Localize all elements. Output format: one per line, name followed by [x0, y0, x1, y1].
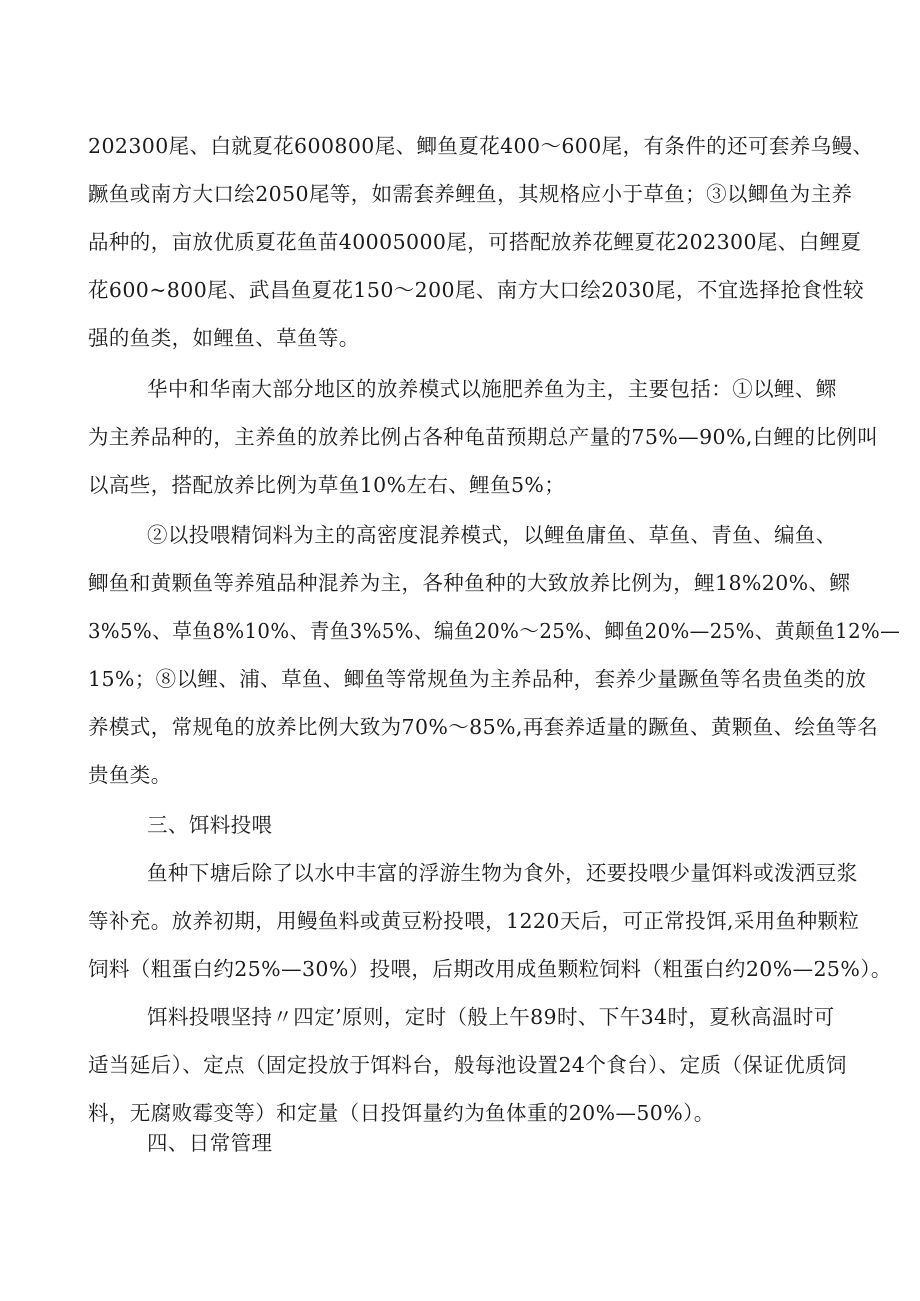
text-line: 3%5%、草鱼8%10%、青鱼3%5%、编鱼20%～25%、鲫鱼20%—25%、黄颠鱼12%— — [88, 619, 901, 643]
text-line: 饵料投喂坚持〃四定’原则，定时（般上午89时、下午34时，夏秋高温时可 — [147, 1005, 835, 1029]
text-line: 202300尾、白就夏花600800尾、鲫鱼夏花400～600尾，有条件的还可套养乌鳗、 — [88, 134, 874, 158]
text-line: 养模式，常规龟的放养比例大致为70%～85%,再套养适量的蹶鱼、黄颗鱼、绘鱼等名 — [88, 715, 879, 739]
text-line: 15%；⑧以鲤、浦、草鱼、鲫鱼等常规鱼为主养品种，套养少量蹶鱼等名贵鱼类的放 — [88, 667, 867, 691]
section-heading: 三、饵料投喂 — [147, 813, 273, 837]
text-line: 品种的，亩放优质夏花鱼苗40005000尾，可搭配放养花鲤夏花202300尾、白鲤夏 — [88, 230, 862, 254]
text-line: ②以投喂精饲料为主的高密度混养模式，以鲤鱼庸鱼、草鱼、青鱼、编鱼、 — [147, 523, 837, 547]
text-line: 强的鱼类，如鲤鱼、草鱼等。 — [88, 326, 360, 350]
text-line: 鱼种下塘后除了以水中丰富的浮游生物为食外，还要投喂少量饵料或泼洒豆浆 — [147, 861, 858, 885]
text-line: 为主养品种的，主养鱼的放养比例占各种龟苗预期总产量的75%—90%,白鲤的比例叫 — [88, 425, 879, 449]
text-line: 华中和华南大部分地区的放养模式以施肥养鱼为主，主要包括：①以鲤、鳏 — [147, 377, 837, 401]
text-line: 适当延后）、定点（固定投放于饵料台，般每池设置24个食台）、定质（保证优质饲 — [88, 1053, 847, 1077]
text-line: 鲫鱼和黄颗鱼等养殖品种混养为主，各种鱼种的大致放养比例为，鲤18%20%、鳏 — [88, 571, 851, 595]
text-line: 花600~800尾、武昌鱼夏花150～200尾、南方大口绘2030尾，不宜选择抢食性较 — [88, 278, 865, 302]
text-line: 以高些，搭配放养比例为草鱼10%左右、鲤鱼5%； — [88, 473, 566, 497]
text-line: 等补充。放养初期，用鳗鱼料或黄豆粉投喂，1220天后，可正常投饵,采用鱼种颗粒 — [88, 909, 860, 933]
section-heading: 四、日常管理 — [147, 1131, 273, 1155]
text-line: 贵鱼类。 — [88, 763, 172, 787]
text-line: 料，无腐败霉变等）和定量（日投饵量约为鱼体重的20%—50%）。 — [88, 1101, 715, 1125]
text-line: 蹶鱼或南方大口绘2050尾等，如需套养鲤鱼，其规格应小于草鱼；③以鲫鱼为主养 — [88, 182, 853, 206]
text-line: 饲料（粗蛋白约25%—30%）投喂，后期改用成鱼颗粒饲料（粗蛋白约20%—25%）。 — [88, 957, 892, 981]
